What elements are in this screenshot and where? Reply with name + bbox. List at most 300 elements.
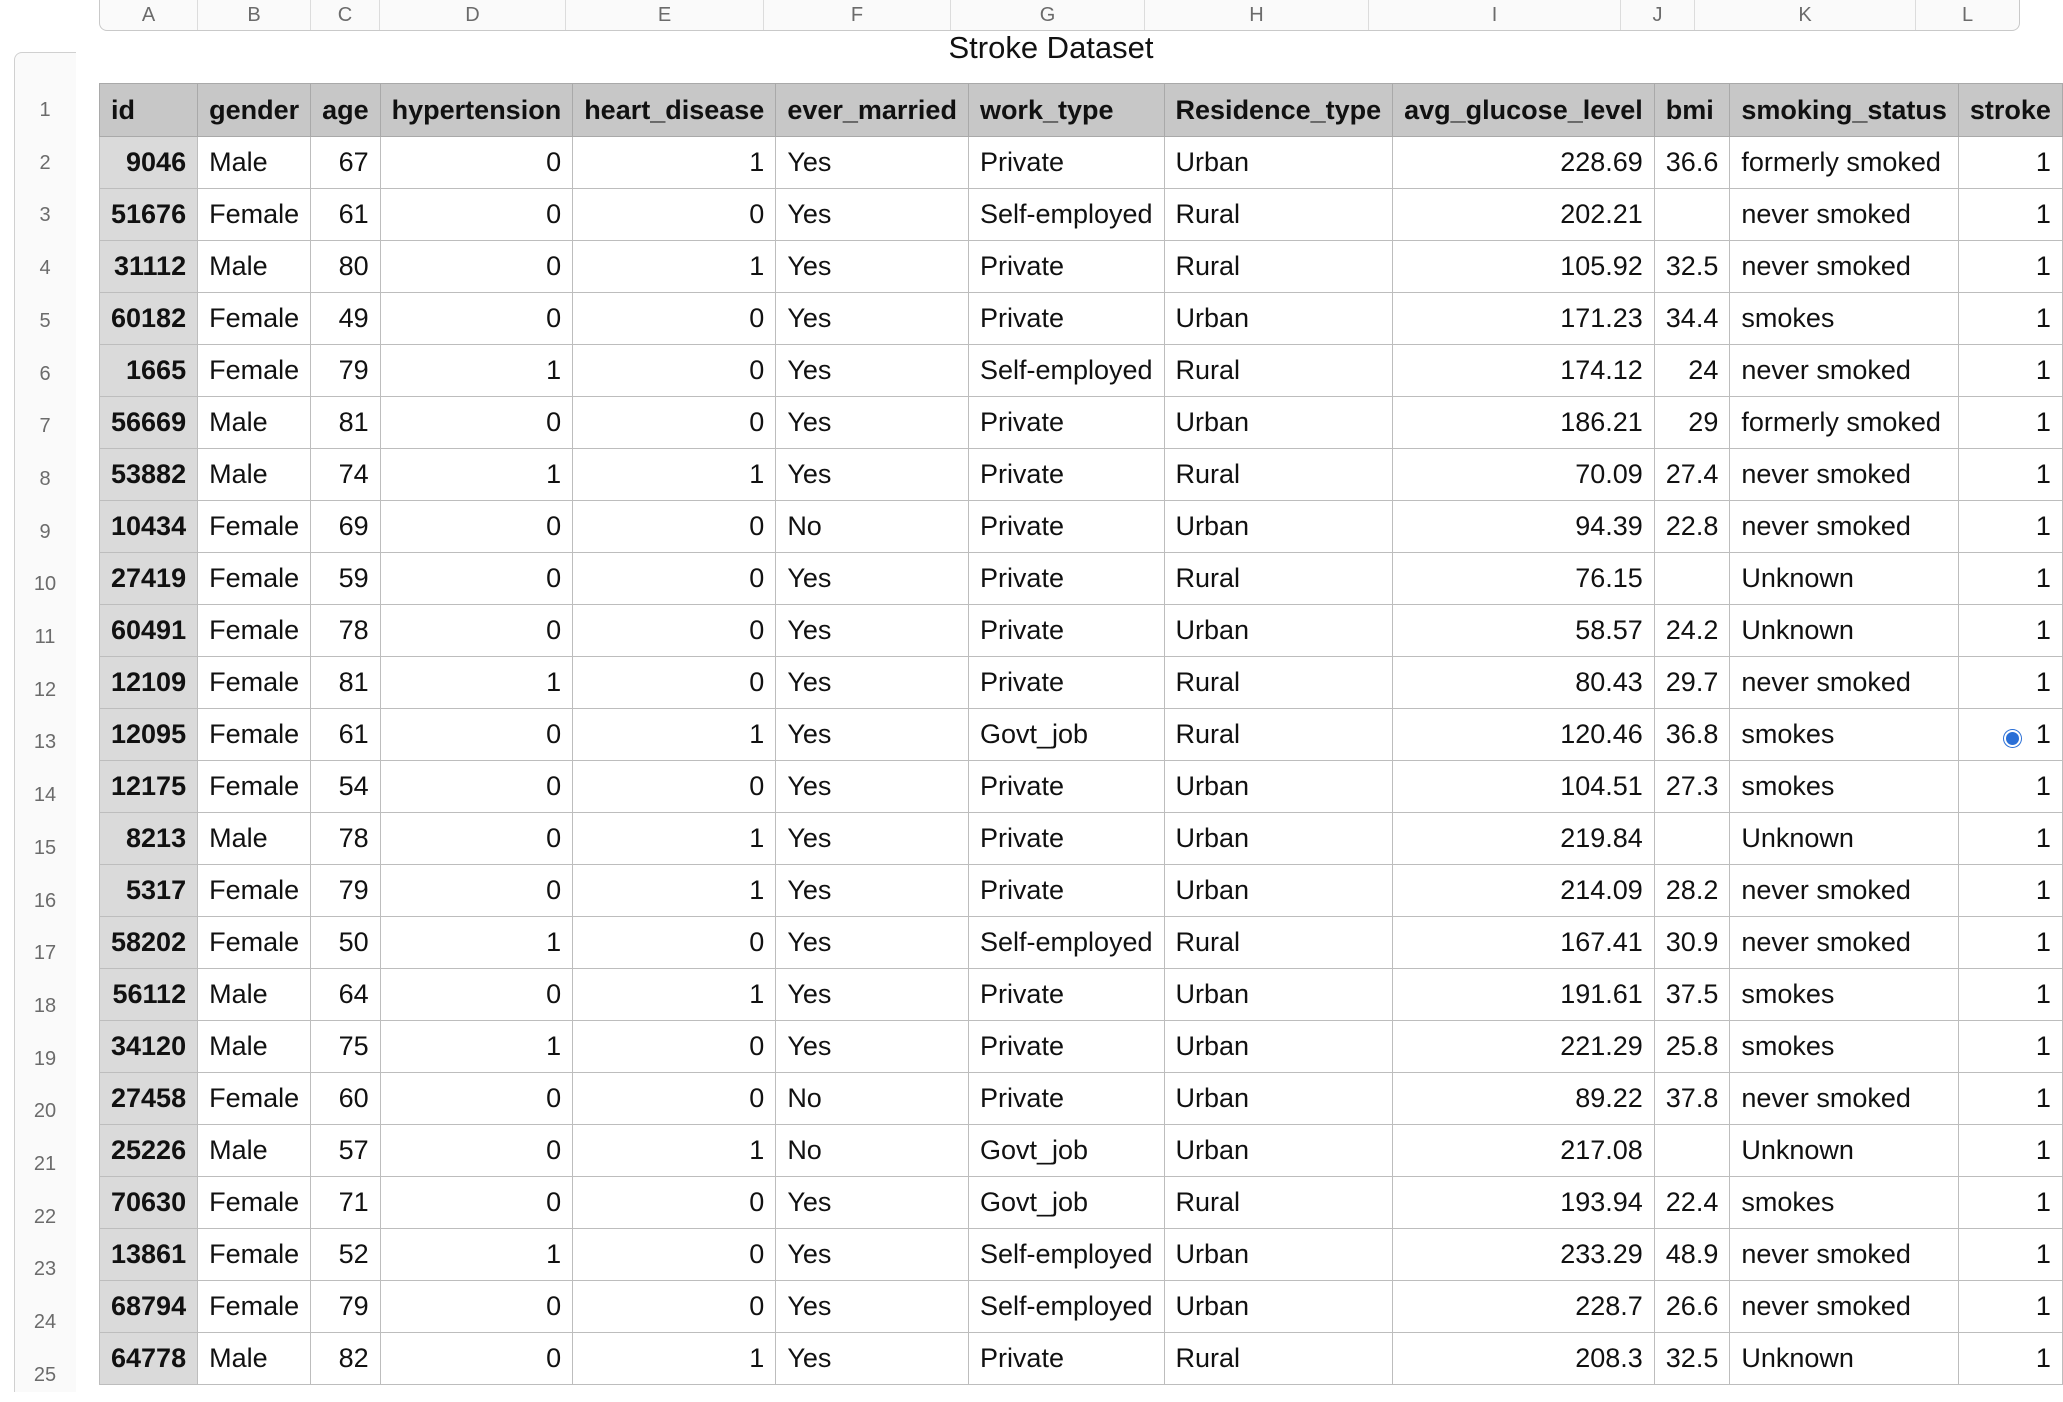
row-number[interactable]: 10 (33, 573, 57, 596)
header-cell-hypertension[interactable]: hypertension (380, 84, 573, 137)
cell-smoking-status[interactable]: never smoked (1730, 345, 1959, 397)
column-letter-a[interactable]: A (100, 0, 198, 30)
cell-bmi[interactable] (1654, 1125, 1730, 1177)
cell-avg-glucose-level[interactable]: 233.29 (1393, 1229, 1655, 1281)
cell-hypertension[interactable]: 0 (380, 1177, 573, 1229)
cell-ever-married[interactable]: Yes (776, 709, 969, 761)
row-number[interactable]: 25 (33, 1363, 57, 1386)
cell-id[interactable]: 25226 (100, 1125, 198, 1177)
cell-age[interactable]: 82 (311, 1333, 381, 1385)
cell-work-type[interactable]: Govt_job (968, 709, 1164, 761)
cell-age[interactable]: 75 (311, 1021, 381, 1073)
cell-age[interactable]: 61 (311, 709, 381, 761)
row-number[interactable]: 16 (33, 889, 57, 912)
cell-bmi[interactable] (1654, 553, 1730, 605)
cell-gender[interactable]: Female (198, 189, 311, 241)
cell-hypertension[interactable]: 0 (380, 813, 573, 865)
cell-stroke[interactable]: 1 (1958, 917, 2062, 969)
cell-age[interactable]: 54 (311, 761, 381, 813)
cell-id[interactable]: 31112 (100, 241, 198, 293)
cell-id[interactable]: 27419 (100, 553, 198, 605)
cell-avg-glucose-level[interactable]: 228.69 (1393, 137, 1655, 189)
cell-heart-disease[interactable]: 1 (573, 1125, 776, 1177)
cell-residence-type[interactable]: Urban (1164, 501, 1393, 553)
cell-stroke[interactable]: 1 (1958, 1125, 2062, 1177)
cell-avg-glucose-level[interactable]: 58.57 (1393, 605, 1655, 657)
cell-gender[interactable]: Female (198, 657, 311, 709)
cell-heart-disease[interactable]: 1 (573, 865, 776, 917)
cell-gender[interactable]: Male (198, 969, 311, 1021)
cell-heart-disease[interactable]: 1 (573, 969, 776, 1021)
cell-heart-disease[interactable]: 0 (573, 657, 776, 709)
cell-age[interactable]: 81 (311, 657, 381, 709)
cell-bmi[interactable]: 25.8 (1654, 1021, 1730, 1073)
cell-heart-disease[interactable]: 1 (573, 709, 776, 761)
cell-bmi[interactable]: 37.5 (1654, 969, 1730, 1021)
cell-age[interactable]: 52 (311, 1229, 381, 1281)
cell-smoking-status[interactable]: never smoked (1730, 657, 1959, 709)
cell-avg-glucose-level[interactable]: 104.51 (1393, 761, 1655, 813)
cell-ever-married[interactable]: No (776, 1125, 969, 1177)
cell-stroke[interactable]: 1 (1958, 553, 2062, 605)
cell-stroke[interactable]: 1 (1958, 293, 2062, 345)
cell-smoking-status[interactable]: smokes (1730, 709, 1959, 761)
cell-hypertension[interactable]: 0 (380, 241, 573, 293)
cell-gender[interactable]: Female (198, 1281, 311, 1333)
cell-avg-glucose-level[interactable]: 228.7 (1393, 1281, 1655, 1333)
cell-bmi[interactable]: 48.9 (1654, 1229, 1730, 1281)
cell-work-type[interactable]: Govt_job (968, 1177, 1164, 1229)
cell-smoking-status[interactable]: Unknown (1730, 813, 1959, 865)
cell-hypertension[interactable]: 0 (380, 709, 573, 761)
cell-stroke[interactable]: 1 (1958, 865, 2062, 917)
cell-work-type[interactable]: Private (968, 657, 1164, 709)
cell-ever-married[interactable]: Yes (776, 137, 969, 189)
column-letter-l[interactable]: L (1961, 4, 1974, 26)
cell-smoking-status[interactable]: Unknown (1730, 553, 1959, 605)
cell-age[interactable]: 59 (311, 553, 381, 605)
cell-hypertension[interactable]: 1 (380, 449, 573, 501)
cell-ever-married[interactable]: No (776, 1073, 969, 1125)
cell-id[interactable]: 27458 (100, 1073, 198, 1125)
cell-id[interactable]: 51676 (100, 189, 198, 241)
cell-smoking-status[interactable]: smokes (1730, 969, 1959, 1021)
cell-smoking-status[interactable]: smokes (1730, 293, 1959, 345)
cell-bmi[interactable]: 28.2 (1654, 865, 1730, 917)
cell-hypertension[interactable]: 0 (380, 1333, 573, 1385)
cell-hypertension[interactable]: 0 (380, 293, 573, 345)
cell-work-type[interactable]: Private (968, 241, 1164, 293)
cell-smoking-status[interactable]: Unknown (1730, 1125, 1959, 1177)
cell-gender[interactable]: Female (198, 501, 311, 553)
row-number[interactable]: 3 (39, 204, 51, 227)
cell-work-type[interactable]: Private (968, 137, 1164, 189)
row-number[interactable]: 9 (39, 520, 51, 543)
header-cell-ever-married[interactable]: ever_married (776, 84, 969, 137)
cell-id[interactable]: 53882 (100, 449, 198, 501)
cell-work-type[interactable]: Self-employed (968, 1281, 1164, 1333)
cell-smoking-status[interactable]: never smoked (1730, 449, 1959, 501)
cell-gender[interactable]: Female (198, 1177, 311, 1229)
cell-gender[interactable]: Female (198, 917, 311, 969)
cell-id[interactable]: 5317 (100, 865, 198, 917)
selection-handle[interactable] (2004, 730, 2021, 747)
cell-bmi[interactable]: 22.4 (1654, 1177, 1730, 1229)
cell-smoking-status[interactable]: never smoked (1730, 241, 1959, 293)
cell-avg-glucose-level[interactable]: 171.23 (1393, 293, 1655, 345)
cell-heart-disease[interactable]: 0 (573, 761, 776, 813)
cell-id[interactable]: 56669 (100, 397, 198, 449)
cell-heart-disease[interactable]: 0 (573, 1229, 776, 1281)
cell-residence-type[interactable]: Urban (1164, 605, 1393, 657)
cell-smoking-status[interactable]: never smoked (1730, 1229, 1959, 1281)
row-number[interactable]: 19 (33, 1047, 57, 1070)
cell-heart-disease[interactable]: 0 (573, 1021, 776, 1073)
cell-age[interactable]: 49 (311, 293, 381, 345)
cell-work-type[interactable]: Private (968, 1333, 1164, 1385)
cell-residence-type[interactable]: Rural (1164, 657, 1393, 709)
cell-gender[interactable]: Male (198, 137, 311, 189)
cell-avg-glucose-level[interactable]: 208.3 (1393, 1333, 1655, 1385)
cell-id[interactable]: 68794 (100, 1281, 198, 1333)
cell-stroke[interactable]: 1 (1958, 761, 2062, 813)
column-letter-d[interactable]: D (380, 0, 566, 30)
cell-residence-type[interactable]: Rural (1164, 709, 1393, 761)
cell-residence-type[interactable]: Urban (1164, 865, 1393, 917)
cell-stroke[interactable]: 1 (1958, 1333, 2062, 1385)
cell-stroke[interactable]: 1 (1958, 657, 2062, 709)
row-number[interactable]: 4 (39, 257, 51, 280)
cell-bmi[interactable]: 29.7 (1654, 657, 1730, 709)
cell-age[interactable]: 69 (311, 501, 381, 553)
cell-id[interactable]: 12175 (100, 761, 198, 813)
column-letter-c[interactable]: C (311, 0, 380, 30)
header-cell-heart-disease[interactable]: heart_disease (573, 84, 776, 137)
cell-gender[interactable]: Female (198, 605, 311, 657)
cell-heart-disease[interactable]: 0 (573, 345, 776, 397)
cell-smoking-status[interactable]: never smoked (1730, 865, 1959, 917)
cell-age[interactable]: 50 (311, 917, 381, 969)
cell-id[interactable]: 64778 (100, 1333, 198, 1385)
cell-ever-married[interactable]: Yes (776, 1281, 969, 1333)
cell-bmi[interactable]: 27.3 (1654, 761, 1730, 813)
cell-work-type[interactable]: Private (968, 397, 1164, 449)
cell-heart-disease[interactable]: 0 (573, 293, 776, 345)
cell-hypertension[interactable]: 1 (380, 917, 573, 969)
cell-bmi[interactable]: 32.5 (1654, 1333, 1730, 1385)
cell-bmi[interactable]: 29 (1654, 397, 1730, 449)
cell-residence-type[interactable]: Urban (1164, 1281, 1393, 1333)
cell-residence-type[interactable]: Rural (1164, 917, 1393, 969)
cell-ever-married[interactable]: Yes (776, 345, 969, 397)
cell-residence-type[interactable]: Rural (1164, 345, 1393, 397)
cell-stroke[interactable]: 1 (1958, 1229, 2062, 1281)
cell-bmi[interactable]: 36.6 (1654, 137, 1730, 189)
cell-stroke[interactable]: 1 (1958, 397, 2062, 449)
row-number[interactable]: 1 (39, 99, 51, 121)
cell-work-type[interactable]: Private (968, 553, 1164, 605)
row-number[interactable]: 18 (33, 994, 57, 1017)
cell-age[interactable]: 79 (311, 865, 381, 917)
cell-id[interactable]: 56112 (100, 969, 198, 1021)
cell-ever-married[interactable]: Yes (776, 1229, 969, 1281)
cell-id[interactable]: 34120 (100, 1021, 198, 1073)
cell-ever-married[interactable]: No (776, 501, 969, 553)
cell-residence-type[interactable]: Rural (1164, 553, 1393, 605)
cell-work-type[interactable]: Private (968, 605, 1164, 657)
row-number[interactable]: 23 (33, 1258, 57, 1281)
cell-id[interactable]: 60491 (100, 605, 198, 657)
cell-bmi[interactable]: 24.2 (1654, 605, 1730, 657)
cell-bmi[interactable] (1654, 189, 1730, 241)
header-cell-stroke[interactable]: stroke (1958, 84, 2062, 137)
cell-age[interactable]: 81 (311, 397, 381, 449)
cell-stroke[interactable]: 1 (1958, 1177, 2062, 1229)
cell-age[interactable]: 80 (311, 241, 381, 293)
cell-residence-type[interactable]: Urban (1164, 293, 1393, 345)
cell-stroke[interactable]: 1 (1958, 189, 2062, 241)
cell-ever-married[interactable]: Yes (776, 865, 969, 917)
cell-hypertension[interactable]: 0 (380, 1125, 573, 1177)
cell-hypertension[interactable]: 0 (380, 1073, 573, 1125)
row-number[interactable]: 20 (33, 1100, 57, 1123)
cell-work-type[interactable]: Private (968, 449, 1164, 501)
cell-gender[interactable]: Male (198, 241, 311, 293)
cell-smoking-status[interactable]: formerly smoked (1730, 137, 1959, 189)
cell-heart-disease[interactable]: 1 (573, 1333, 776, 1385)
cell-heart-disease[interactable]: 0 (573, 1073, 776, 1125)
cell-work-type[interactable]: Private (968, 1021, 1164, 1073)
cell-stroke[interactable]: 1 (1958, 1281, 2062, 1333)
cell-residence-type[interactable]: Rural (1164, 449, 1393, 501)
cell-smoking-status[interactable]: smokes (1730, 761, 1959, 813)
cell-gender[interactable]: Male (198, 813, 311, 865)
cell-hypertension[interactable]: 0 (380, 501, 573, 553)
cell-gender[interactable]: Female (198, 345, 311, 397)
cell-avg-glucose-level[interactable]: 94.39 (1393, 501, 1655, 553)
row-number[interactable]: 13 (33, 731, 57, 754)
cell-ever-married[interactable]: Yes (776, 761, 969, 813)
cell-residence-type[interactable]: Rural (1164, 189, 1393, 241)
cell-residence-type[interactable]: Urban (1164, 969, 1393, 1021)
header-cell-avg-glucose-level[interactable]: avg_glucose_level (1393, 84, 1655, 137)
cell-work-type[interactable]: Self-employed (968, 345, 1164, 397)
cell-id[interactable]: 8213 (100, 813, 198, 865)
row-number[interactable]: 15 (33, 836, 57, 859)
cell-gender[interactable]: Female (198, 553, 311, 605)
cell-gender[interactable]: Male (198, 1125, 311, 1177)
cell-stroke[interactable]: 1 (1958, 501, 2062, 553)
cell-ever-married[interactable]: Yes (776, 241, 969, 293)
cell-stroke[interactable]: 1 (1958, 969, 2062, 1021)
cell-ever-married[interactable]: Yes (776, 1021, 969, 1073)
cell-heart-disease[interactable]: 0 (573, 917, 776, 969)
cell-avg-glucose-level[interactable]: 219.84 (1393, 813, 1655, 865)
column-letter-f[interactable]: F (764, 0, 951, 30)
cell-residence-type[interactable]: Urban (1164, 813, 1393, 865)
cell-age[interactable]: 71 (311, 1177, 381, 1229)
cell-hypertension[interactable]: 0 (380, 605, 573, 657)
column-letter-e[interactable]: E (566, 0, 764, 30)
cell-bmi[interactable]: 34.4 (1654, 293, 1730, 345)
cell-residence-type[interactable]: Rural (1164, 241, 1393, 293)
cell-hypertension[interactable]: 0 (380, 1281, 573, 1333)
cell-avg-glucose-level[interactable]: 217.08 (1393, 1125, 1655, 1177)
column-letter-k[interactable]: K (1695, 0, 1916, 30)
cell-ever-married[interactable]: Yes (776, 553, 969, 605)
cell-stroke[interactable]: 1 (1958, 813, 2062, 865)
cell-work-type[interactable]: Private (968, 1073, 1164, 1125)
cell-id[interactable]: 12095 (100, 709, 198, 761)
row-number[interactable]: 8 (39, 467, 51, 490)
cell-residence-type[interactable]: Rural (1164, 1177, 1393, 1229)
cell-hypertension[interactable]: 1 (380, 657, 573, 709)
cell-avg-glucose-level[interactable]: 193.94 (1393, 1177, 1655, 1229)
column-letter-i[interactable]: I (1369, 0, 1621, 30)
cell-gender[interactable]: Female (198, 1229, 311, 1281)
cell-smoking-status[interactable]: never smoked (1730, 917, 1959, 969)
row-number[interactable]: 14 (33, 784, 57, 807)
cell-bmi[interactable]: 24 (1654, 345, 1730, 397)
cell-age[interactable]: 64 (311, 969, 381, 1021)
cell-id[interactable]: 13861 (100, 1229, 198, 1281)
cell-ever-married[interactable]: Yes (776, 813, 969, 865)
cell-ever-married[interactable]: Yes (776, 1333, 969, 1385)
cell-hypertension[interactable]: 0 (380, 553, 573, 605)
cell-ever-married[interactable]: Yes (776, 449, 969, 501)
cell-avg-glucose-level[interactable]: 76.15 (1393, 553, 1655, 605)
header-cell-residence-type[interactable]: Residence_type (1164, 84, 1393, 137)
cell-id[interactable]: 60182 (100, 293, 198, 345)
cell-work-type[interactable]: Private (968, 761, 1164, 813)
cell-age[interactable]: 78 (311, 813, 381, 865)
cell-age[interactable]: 74 (311, 449, 381, 501)
cell-hypertension[interactable]: 0 (380, 761, 573, 813)
cell-heart-disease[interactable]: 0 (573, 1281, 776, 1333)
row-number[interactable]: 11 (34, 626, 56, 648)
cell-hypertension[interactable]: 1 (380, 1229, 573, 1281)
cell-bmi[interactable]: 22.8 (1654, 501, 1730, 553)
sheet-title[interactable]: Stroke Dataset (948, 30, 1154, 65)
row-number[interactable]: 17 (33, 942, 57, 965)
cell-residence-type[interactable]: Urban (1164, 137, 1393, 189)
cell-heart-disease[interactable]: 0 (573, 553, 776, 605)
cell-avg-glucose-level[interactable]: 105.92 (1393, 241, 1655, 293)
cell-heart-disease[interactable]: 1 (573, 241, 776, 293)
cell-hypertension[interactable]: 0 (380, 137, 573, 189)
cell-stroke[interactable]: 1 (1958, 1021, 2062, 1073)
cell-avg-glucose-level[interactable]: 186.21 (1393, 397, 1655, 449)
cell-hypertension[interactable]: 0 (380, 189, 573, 241)
cell-age[interactable]: 79 (311, 345, 381, 397)
cell-bmi[interactable]: 27.4 (1654, 449, 1730, 501)
cell-ever-married[interactable]: Yes (776, 1177, 969, 1229)
cell-ever-married[interactable]: Yes (776, 917, 969, 969)
cell-id[interactable]: 1665 (100, 345, 198, 397)
cell-smoking-status[interactable]: smokes (1730, 1021, 1959, 1073)
header-cell-gender[interactable]: gender (198, 84, 311, 137)
cell-id[interactable]: 10434 (100, 501, 198, 553)
cell-heart-disease[interactable]: 0 (573, 189, 776, 241)
row-number[interactable]: 12 (33, 678, 57, 701)
header-cell-work-type[interactable]: work_type (968, 84, 1164, 137)
cell-residence-type[interactable]: Urban (1164, 761, 1393, 813)
header-cell-id[interactable]: id (100, 84, 198, 137)
cell-gender[interactable]: Female (198, 761, 311, 813)
cell-residence-type[interactable]: Urban (1164, 1229, 1393, 1281)
row-number[interactable]: 5 (39, 309, 51, 332)
cell-work-type[interactable]: Self-employed (968, 917, 1164, 969)
cell-gender[interactable]: Male (198, 1021, 311, 1073)
cell-avg-glucose-level[interactable]: 120.46 (1393, 709, 1655, 761)
cell-heart-disease[interactable]: 0 (573, 605, 776, 657)
column-letter-g[interactable]: G (951, 0, 1145, 30)
column-letter-h[interactable]: H (1145, 0, 1369, 30)
cell-residence-type[interactable]: Urban (1164, 1125, 1393, 1177)
cell-hypertension[interactable]: 0 (380, 969, 573, 1021)
cell-hypertension[interactable]: 1 (380, 1021, 573, 1073)
cell-id[interactable]: 58202 (100, 917, 198, 969)
cell-smoking-status[interactable]: never smoked (1730, 1073, 1959, 1125)
cell-avg-glucose-level[interactable]: 202.21 (1393, 189, 1655, 241)
cell-bmi[interactable]: 36.8 (1654, 709, 1730, 761)
cell-id[interactable]: 9046 (100, 137, 198, 189)
cell-avg-glucose-level[interactable]: 70.09 (1393, 449, 1655, 501)
cell-gender[interactable]: Male (198, 397, 311, 449)
cell-stroke[interactable]: 1 (1958, 241, 2062, 293)
column-letter-j[interactable]: J (1621, 0, 1695, 30)
cell-stroke[interactable]: 1 (1958, 137, 2062, 189)
cell-heart-disease[interactable]: 0 (573, 1177, 776, 1229)
cell-gender[interactable]: Female (198, 1073, 311, 1125)
cell-avg-glucose-level[interactable]: 174.12 (1393, 345, 1655, 397)
cell-work-type[interactable]: Private (968, 501, 1164, 553)
cell-work-type[interactable]: Private (968, 865, 1164, 917)
row-number[interactable]: 22 (33, 1205, 57, 1228)
cell-gender[interactable]: Female (198, 293, 311, 345)
cell-avg-glucose-level[interactable]: 80.43 (1393, 657, 1655, 709)
cell-age[interactable]: 57 (311, 1125, 381, 1177)
cell-age[interactable]: 61 (311, 189, 381, 241)
cell-heart-disease[interactable]: 1 (573, 813, 776, 865)
cell-heart-disease[interactable]: 0 (573, 501, 776, 553)
cell-hypertension[interactable]: 0 (380, 397, 573, 449)
cell-avg-glucose-level[interactable]: 89.22 (1393, 1073, 1655, 1125)
cell-age[interactable]: 79 (311, 1281, 381, 1333)
cell-residence-type[interactable]: Urban (1164, 397, 1393, 449)
row-number[interactable]: 24 (33, 1311, 57, 1334)
header-cell-smoking-status[interactable]: smoking_status (1730, 84, 1959, 137)
cell-bmi[interactable]: 37.8 (1654, 1073, 1730, 1125)
cell-stroke[interactable]: 1 (1958, 709, 2062, 761)
cell-residence-type[interactable]: Urban (1164, 1021, 1393, 1073)
cell-work-type[interactable]: Self-employed (968, 1229, 1164, 1281)
cell-ever-married[interactable]: Yes (776, 397, 969, 449)
cell-gender[interactable]: Male (198, 1333, 311, 1385)
cell-bmi[interactable]: 30.9 (1654, 917, 1730, 969)
cell-smoking-status[interactable]: formerly smoked (1730, 397, 1959, 449)
cell-heart-disease[interactable]: 0 (573, 397, 776, 449)
cell-smoking-status[interactable]: never smoked (1730, 501, 1959, 553)
cell-stroke[interactable]: 1 (1958, 1073, 2062, 1125)
cell-ever-married[interactable]: Yes (776, 189, 969, 241)
cell-smoking-status[interactable]: Unknown (1730, 605, 1959, 657)
cell-hypertension[interactable]: 1 (380, 345, 573, 397)
cell-smoking-status[interactable]: smokes (1730, 1177, 1959, 1229)
cell-ever-married[interactable]: Yes (776, 657, 969, 709)
cell-avg-glucose-level[interactable]: 221.29 (1393, 1021, 1655, 1073)
cell-stroke[interactable]: 1 (1958, 449, 2062, 501)
